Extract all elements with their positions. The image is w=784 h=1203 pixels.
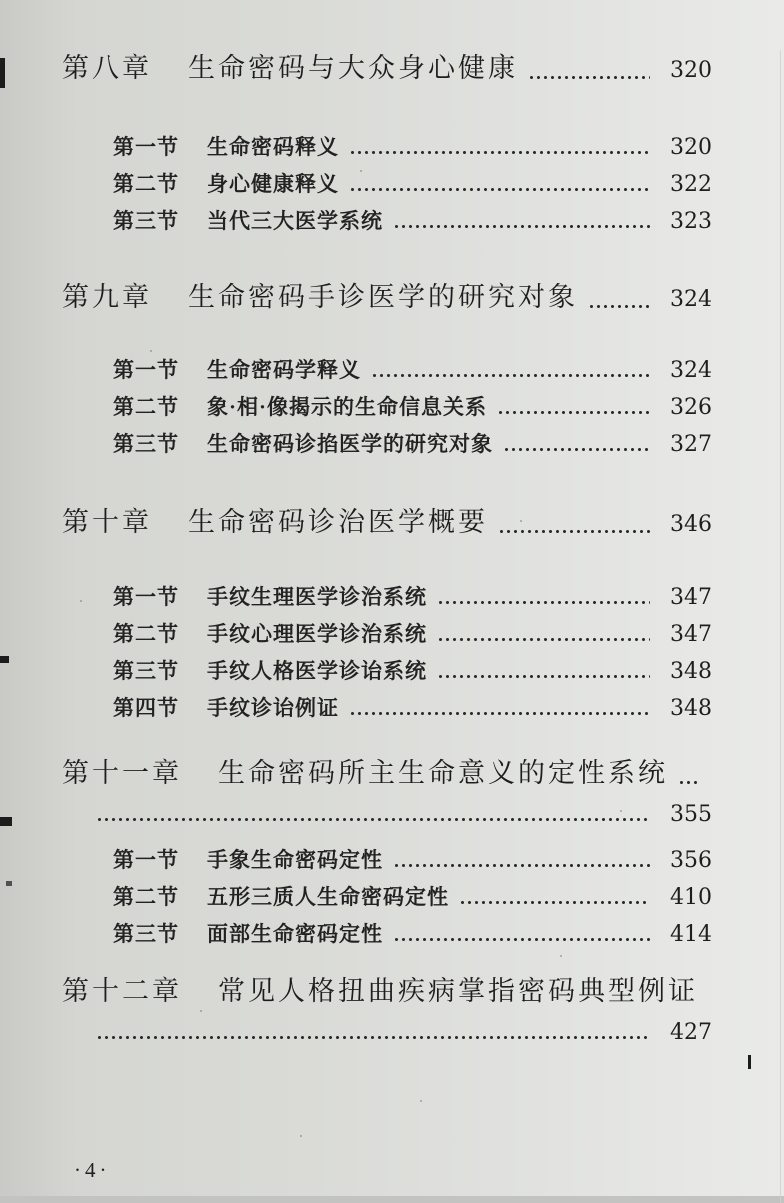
section-page-number: 326 xyxy=(670,395,712,420)
section-title: 手象生命密码定性 xyxy=(207,848,383,872)
toc-section-row xyxy=(113,842,712,879)
dot-leader xyxy=(96,1035,650,1040)
section-list xyxy=(62,129,712,240)
dot-leader xyxy=(349,711,650,716)
toc-section-row xyxy=(113,916,712,953)
section-label: 第四节 xyxy=(113,696,179,720)
table-of-contents xyxy=(62,50,712,1054)
section-page-number: 347 xyxy=(670,622,712,647)
chapter-title: 生命密码与大众身心健康 xyxy=(188,53,518,83)
dot-leader xyxy=(678,780,700,785)
section-label: 第二节 xyxy=(113,172,179,196)
section-title: 象·相·像揭示的生命信息关系 xyxy=(207,395,488,419)
scan-speck xyxy=(300,1135,302,1137)
toc-section-row xyxy=(113,690,712,727)
dot-leader xyxy=(96,817,650,822)
dot-leader xyxy=(349,150,650,155)
dot-leader xyxy=(349,187,650,192)
section-label: 第一节 xyxy=(113,135,179,159)
section-label: 第三节 xyxy=(113,922,179,946)
toc-page xyxy=(0,50,784,1054)
scan-edge-mark xyxy=(0,817,12,826)
toc-chapter xyxy=(62,504,712,727)
section-page-number: 347 xyxy=(670,585,712,610)
section-page-number: 324 xyxy=(670,358,712,383)
dot-leader xyxy=(371,373,650,378)
chapter-wrap-row xyxy=(96,794,712,836)
scan-speck xyxy=(430,300,432,302)
dot-leader xyxy=(497,410,650,415)
scanned-book-page xyxy=(0,50,784,1203)
toc-section-row xyxy=(113,579,712,616)
dot-leader xyxy=(528,75,650,80)
toc-section-row xyxy=(113,129,712,166)
footer-page-number: ·4· xyxy=(74,1158,111,1182)
dot-leader xyxy=(588,304,650,309)
section-page-number: 322 xyxy=(670,172,712,197)
section-label: 第三节 xyxy=(113,659,179,683)
section-page-number: 348 xyxy=(670,696,712,721)
section-list xyxy=(62,352,712,463)
toc-section-row xyxy=(113,616,712,653)
scan-speck xyxy=(560,955,562,957)
section-title: 手纹诊诒例证 xyxy=(207,696,339,720)
dot-leader xyxy=(437,600,650,605)
chapter-page-number: 320 xyxy=(670,58,712,83)
chapter-label: 第八章 xyxy=(62,53,152,83)
scan-edge-mark xyxy=(6,881,12,886)
scan-speck xyxy=(150,350,152,352)
chapter-page-number: 324 xyxy=(670,287,712,312)
section-page-number: 323 xyxy=(670,209,712,234)
toc-section-row xyxy=(113,653,712,690)
dot-leader xyxy=(503,447,650,452)
scan-speck xyxy=(360,170,362,172)
section-title: 五形三质人生命密码定性 xyxy=(207,885,449,909)
section-page-number: 410 xyxy=(670,885,712,910)
dot-leader xyxy=(437,674,650,679)
toc-section-row xyxy=(113,426,712,463)
section-label: 第一节 xyxy=(113,848,179,872)
chapter-label: 第十章 xyxy=(62,507,152,537)
chapter-title: 常见人格扭曲疾病掌指密码典型例证 xyxy=(218,976,698,1006)
chapter-wrap-row xyxy=(96,1012,712,1054)
section-label: 第三节 xyxy=(113,432,179,456)
chapter-heading-row xyxy=(62,50,712,89)
dot-leader xyxy=(393,937,650,942)
dot-leader xyxy=(393,224,650,229)
scan-speck xyxy=(80,600,82,602)
scan-speck xyxy=(620,810,622,812)
section-page-number: 356 xyxy=(670,848,712,873)
chapter-title: 生命密码所主生命意义的定性系统 xyxy=(218,758,668,788)
section-list xyxy=(62,579,712,727)
chapter-heading-row xyxy=(62,279,712,318)
chapter-page-number: 355 xyxy=(670,802,712,827)
chapter-label: 第十一章 xyxy=(62,758,182,788)
section-title: 生命密码诊掐医学的研究对象 xyxy=(207,432,493,456)
toc-section-row xyxy=(113,389,712,426)
dot-leader xyxy=(393,863,650,868)
chapter-title: 生命密码诊治医学概要 xyxy=(188,507,488,537)
scan-speck xyxy=(520,520,522,522)
section-label: 第三节 xyxy=(113,209,179,233)
section-title: 生命密码释义 xyxy=(207,135,339,159)
scan-right-line xyxy=(780,50,781,1203)
chapter-label: 第十二章 xyxy=(62,976,182,1006)
section-page-number: 320 xyxy=(670,135,712,160)
scan-speck xyxy=(690,140,692,142)
chapter-heading-row xyxy=(62,970,712,1012)
section-label: 第一节 xyxy=(113,358,179,382)
dot-leader xyxy=(459,900,650,905)
dot-leader xyxy=(437,637,650,642)
scan-speck xyxy=(200,1010,202,1012)
toc-chapter xyxy=(62,970,712,1054)
scan-edge-mark xyxy=(0,656,9,663)
section-title: 当代三大医学系统 xyxy=(207,209,383,233)
section-title: 身心健康释义 xyxy=(207,172,339,196)
dot-leader xyxy=(498,529,650,534)
section-label: 第一节 xyxy=(113,585,179,609)
scan-edge-mark xyxy=(0,58,5,88)
chapter-title: 生命密码手诊医学的研究对象 xyxy=(188,282,578,312)
section-title: 手纹人格医学诊诒系统 xyxy=(207,659,427,683)
scan-speck xyxy=(700,400,702,402)
section-page-number: 327 xyxy=(670,432,712,457)
scan-bottom-shadow xyxy=(0,1196,784,1203)
section-label: 第二节 xyxy=(113,395,179,419)
chapter-label: 第九章 xyxy=(62,282,152,312)
section-title: 生命密码学释义 xyxy=(207,358,361,382)
chapter-page-number: 346 xyxy=(670,512,712,537)
toc-section-row xyxy=(113,879,712,916)
toc-section-row xyxy=(113,352,712,389)
chapter-heading-row xyxy=(62,752,712,794)
toc-section-row xyxy=(113,203,712,240)
toc-chapter xyxy=(62,279,712,463)
section-label: 第二节 xyxy=(113,885,179,909)
section-title: 面部生命密码定性 xyxy=(207,922,383,946)
toc-section-row xyxy=(113,166,712,203)
scan-edge-mark xyxy=(748,1055,751,1069)
chapter-page-number: 427 xyxy=(670,1020,712,1045)
chapter-heading-row xyxy=(62,504,712,543)
toc-chapter xyxy=(62,752,712,953)
section-title: 手纹心理医学诊治系统 xyxy=(207,622,427,646)
scan-speck xyxy=(420,1100,422,1102)
section-page-number: 414 xyxy=(670,922,712,947)
section-list xyxy=(62,842,712,953)
section-page-number: 348 xyxy=(670,659,712,684)
section-title: 手纹生理医学诊治系统 xyxy=(207,585,427,609)
toc-chapter xyxy=(62,50,712,240)
section-label: 第二节 xyxy=(113,622,179,646)
